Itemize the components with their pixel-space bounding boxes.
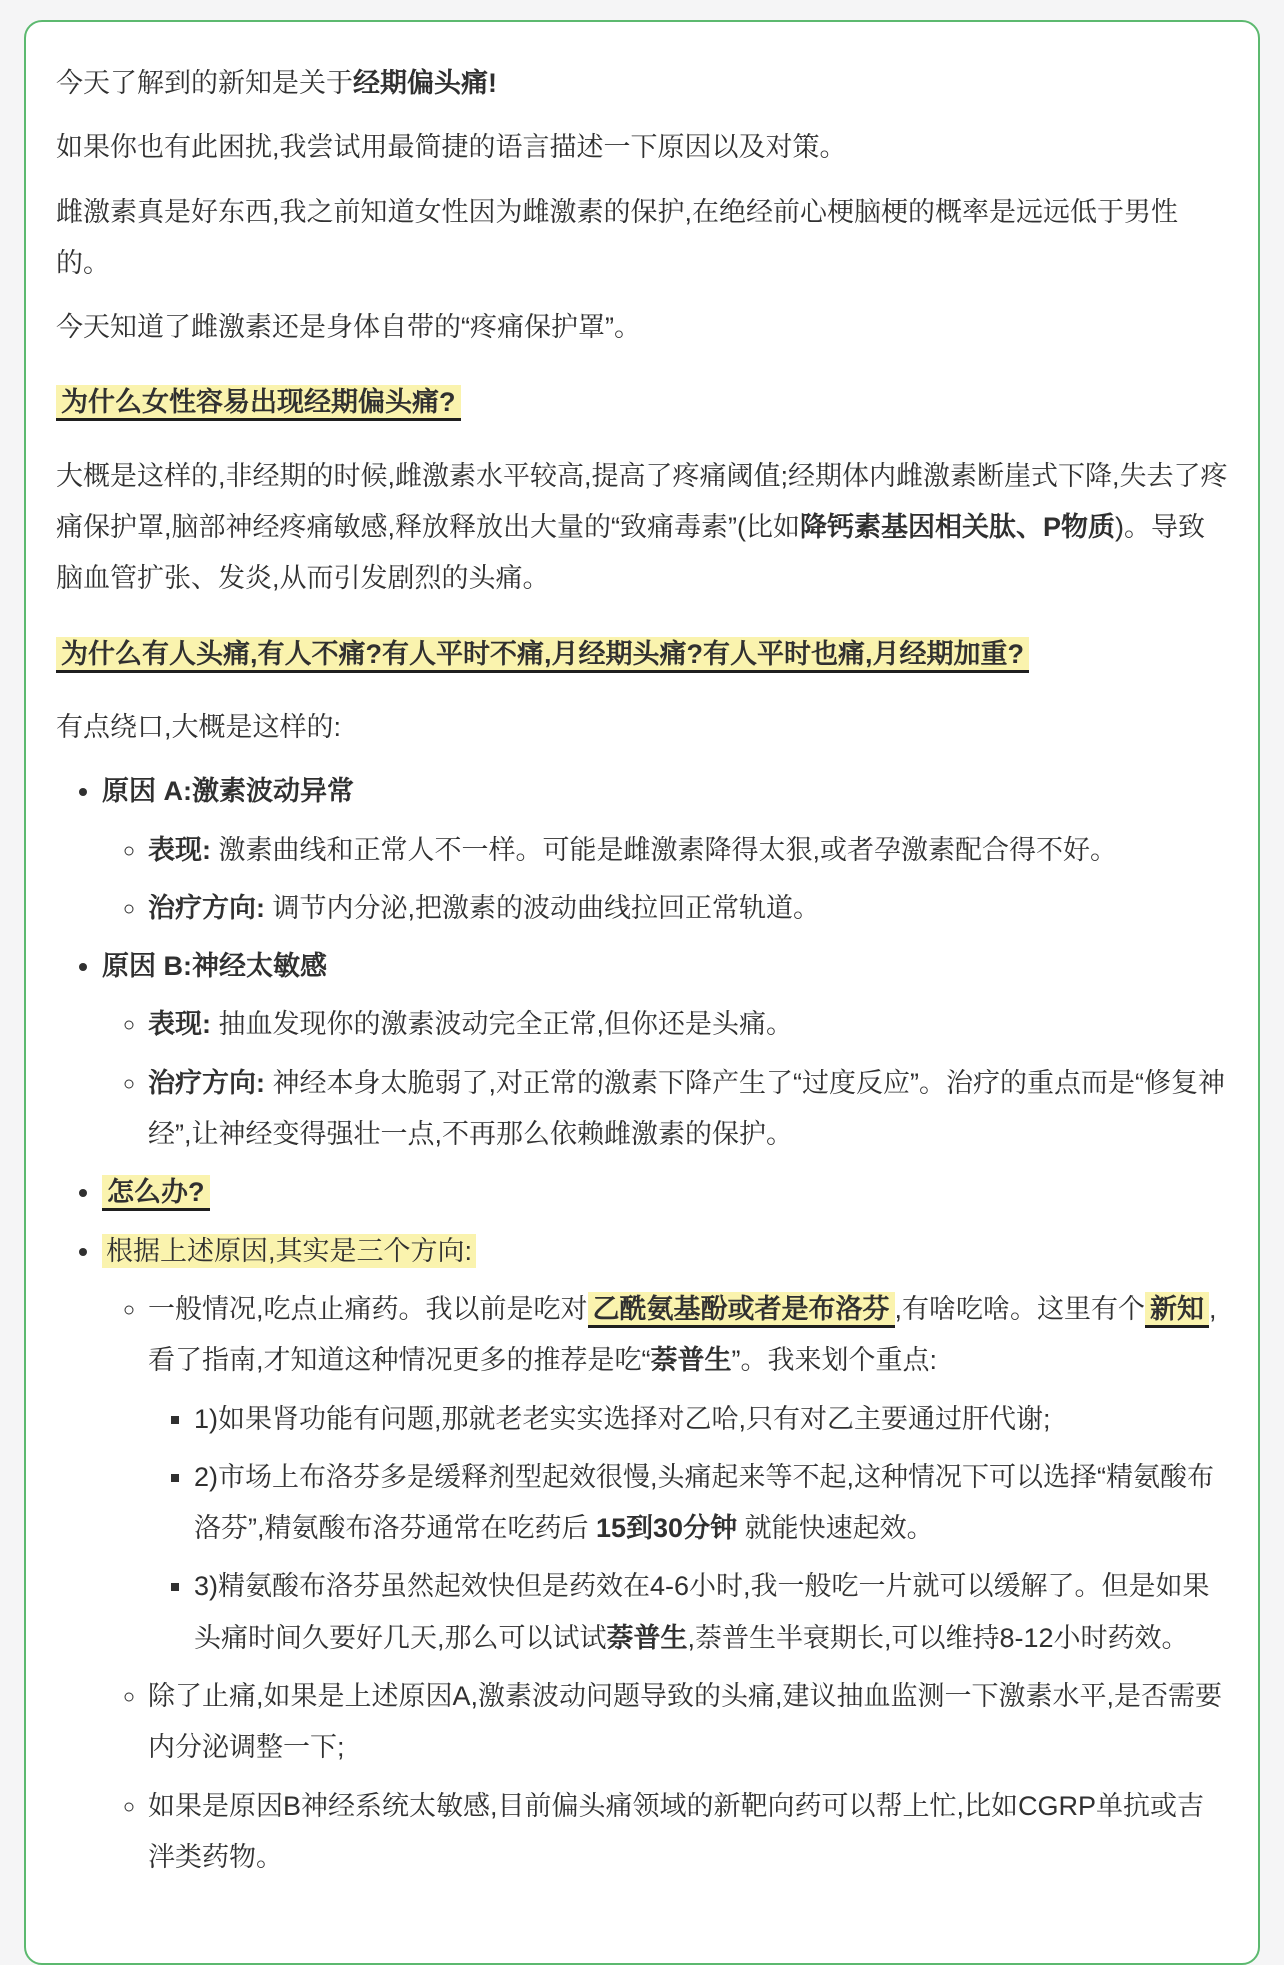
paragraph-intro-4: 今天知道了雌激素还是身体自带的“疼痛保护罩”。 [56,312,641,343]
list-item-tip-2 [194,1452,1228,1555]
paragraph-intro-1 [56,58,1228,109]
mechanism-text-end: )。导致脑血管扩张、发炎,从而引发剧烈的头痛。 [56,512,1205,594]
howto-highlight: 怎么办? [102,1175,210,1211]
sign-text: 抽血发现你的激素波动完全正常,但你还是头痛。 [211,1009,794,1040]
list-item-cause-a-treatment [148,883,1228,934]
heading-why-women [56,377,1228,428]
sign-label: 表现: [148,1009,211,1040]
list-item-howto [102,1167,1228,1218]
list-item-cause-b-sign [148,999,1228,1050]
heading-why-women-highlight: 为什么女性容易出现经期偏头痛? [56,385,461,421]
intro-1-text: 今天了解到的新知是关于 [56,68,353,98]
tip2-text: 2)市场上布洛芬多是缓释剂型起效很慢,头痛起来等不起,这种情况下可以选择“精氨酸布洛芬”,精氨酸布洛芬通常在吃药后 [194,1461,1214,1544]
list-item-option-hormone-test: ◦ 除了止痛,如果是上述原因A,激素波动问题导致的头痛,建议抽血监测一下激素水平,是否需要内分泌调整一下; [148,1671,1228,1774]
option1-highlight-newknowledge: 新知 [1145,1292,1209,1328]
intro-1-bold-term: 经期偏头痛! [353,68,497,98]
option1-text: ,看了指南,才知道这种情况更多的推荐是吃“ [148,1293,1217,1376]
cause-b-title: 原因 B:神经太敏感 [102,951,327,982]
tip3-bold-naproxen: 萘普生 [606,1622,688,1653]
tip2-bold-time: 15到30分钟 [596,1513,738,1544]
heading-why-some-people [56,629,1228,680]
list-item-directions [102,1226,1228,1884]
paragraph-intro-2: 如果你也有此困扰,我尝试用最简捷的语言描述一下原因以及对策。 [56,132,847,163]
treatment-text: 调节内分泌,把激素的波动曲线拉回正常轨道。 [265,892,821,923]
list-item-cause-b-treatment [148,1058,1228,1161]
list-item-tip-3 [194,1561,1228,1664]
paragraph-lead: 有点绕口,大概是这样的: [56,711,342,742]
cause-a-sublist [102,825,1228,935]
treatment-label: 治疗方向: [148,892,265,923]
cause-a-title: 原因 A:激素波动异常 [102,776,354,807]
list-item-option-targeted-drugs: ◦ 如果是原因B神经系统太敏感,目前偏头痛领域的新靶向药可以帮上忙,比如CGRP单抗或吉泮类药物。 [148,1781,1228,1884]
sign-label: 表现: [148,834,211,865]
list-item-cause-b [102,941,1228,1160]
treatment-text: 神经本身太脆弱了,对正常的激素下降产生了“过度反应”。治疗的重点而是“修复神经”,让神经变得强壮一点,不再那么依赖雌激素的保护。 [148,1067,1225,1150]
cause-b-sublist [102,999,1228,1160]
heading-why-some-people-highlight: 为什么有人头痛,有人不痛?有人平时不痛,月经期头痛?有人平时也痛,月经期加重? [56,637,1029,673]
note-card [24,20,1260,1965]
option1-highlight-drugs: 乙酰氨基酚或者是布洛芬 [588,1292,895,1328]
list-item-option-painkiller [148,1284,1228,1664]
cause-list [56,766,1228,1883]
list-item-tip-1: ▪ 1)如果肾功能有问题,那就老老实实选择对乙哈,只有对乙主要通过肝代谢; [194,1394,1228,1445]
option1-text: 一般情况,吃点止痛药。我以前是吃对 [148,1293,588,1324]
directions-highlight: 根据上述原因,其实是三个方向: [102,1234,476,1268]
treatment-label: 治疗方向: [148,1067,265,1098]
directions-sublist [102,1284,1228,1883]
tip2-text-end: 就能快速起效。 [737,1513,934,1544]
painkiller-tips-list [148,1394,1228,1664]
list-item-cause-a-sign [148,825,1228,876]
option1-text: ,有啥吃啥。这里有个 [894,1293,1146,1324]
option1-text: ”。我来划个重点: [731,1345,937,1376]
sign-text: 激素曲线和正常人不一样。可能是雌激素降得太狠,或者孕激素配合得不好。 [211,834,1118,865]
option1-bold-naproxen: 萘普生 [650,1345,732,1376]
mechanism-bold-term: 降钙素基因相关肽、P物质 [799,512,1115,543]
list-item-cause-a [102,766,1228,934]
tip3-text-end: ,萘普生半衰期长,可以维持8-12小时药效。 [687,1622,1189,1653]
paragraph-mechanism [56,451,1228,605]
mechanism-text: 大概是这样的,非经期的时候,雌激素水平较高,提高了疼痛阈值;经期体内雌激素断崖式下降,失去了疼痛保护罩,脑部神经疼痛敏感,释放释放出大量的“致痛毒素”(比如 [56,460,1228,543]
tip3-text: 3)精氨酸布洛芬虽然起效快但是药效在4-6小时,我一般吃一片就可以缓解了。但是如果头痛时间久要好几天,那么可以试试 [194,1571,1210,1653]
paragraph-intro-3: 雌激素真是好东西,我之前知道女性因为雌激素的保护,在绝经前心梗脑梗的概率是远远低于男性的。 [56,196,1179,278]
